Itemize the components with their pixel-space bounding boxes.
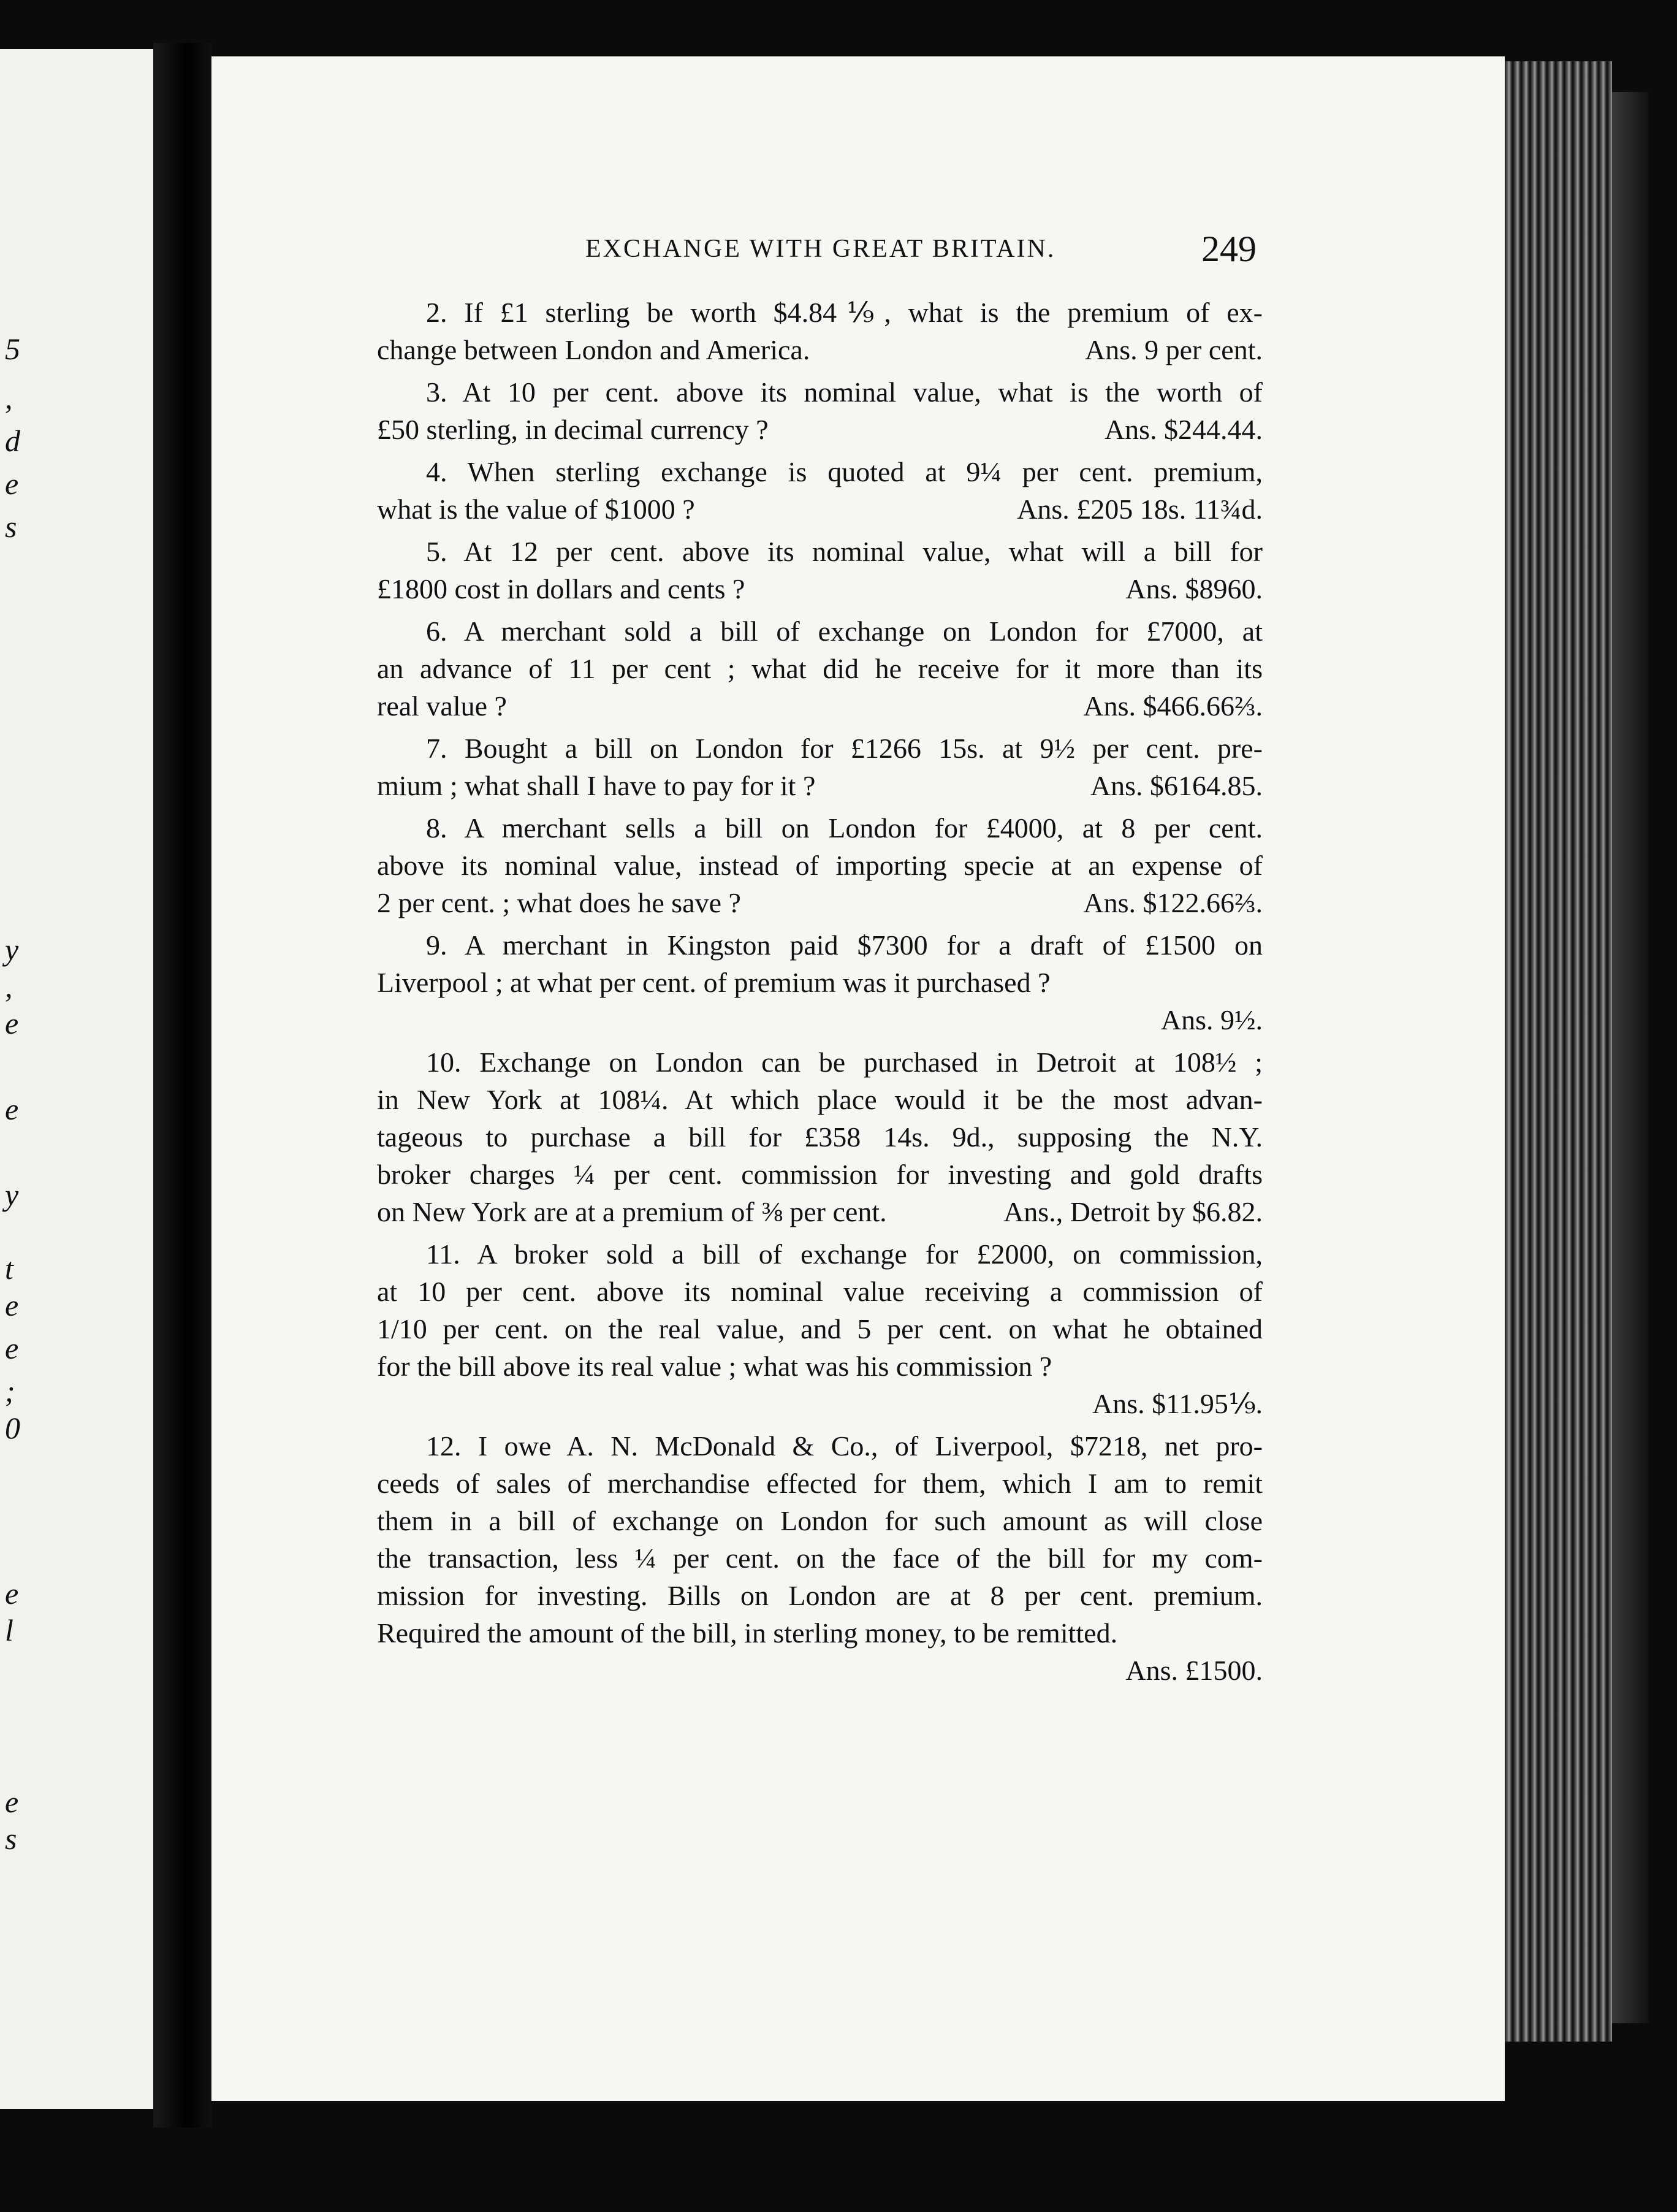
running-title: EXCHANGE WITH GREAT BRITAIN. bbox=[585, 235, 1056, 263]
problem-text: mium ; what shall I have to pay for it ? bbox=[377, 770, 816, 801]
problem-text: 11. A broker sold a bill of exchange for £2000, on commission, bbox=[426, 1238, 1263, 1270]
problem-text: 1/10 per cent. on the real value, and 5 per cent. on what he obtained bbox=[377, 1313, 1263, 1344]
problem-text: 10. Exchange on London can be purchased in Detroit at 108½ ; bbox=[426, 1047, 1263, 1078]
facing-page-glyph: 0 bbox=[5, 1411, 20, 1445]
answer: Ans. $6164.85. bbox=[1090, 770, 1263, 801]
answer: Ans. £205 18s. 11¾d. bbox=[1017, 494, 1263, 525]
problem-text: them in a bill of exchange on London for such amount as will close bbox=[377, 1505, 1263, 1536]
answer: Ans. £1500. bbox=[1125, 1655, 1263, 1686]
problem-text: 6. A merchant sold a bill of exchange on London for £7000, at bbox=[426, 616, 1263, 647]
answer: Ans. $466.66⅔. bbox=[1083, 690, 1263, 722]
problem-text: mission for investing. Bills on London are at 8 per cent. premium. bbox=[377, 1580, 1263, 1611]
facing-page-glyph: l bbox=[5, 1613, 13, 1647]
facing-page-glyph: s bbox=[5, 509, 17, 544]
answer: Ans. $244.44. bbox=[1104, 414, 1263, 445]
problem-text: change between London and America. bbox=[377, 334, 810, 365]
answer: Ans. $122.66⅔. bbox=[1083, 887, 1263, 918]
facing-page-glyph: s bbox=[5, 1821, 17, 1856]
problem-text: Liverpool ; at what per cent. of premium was it purchased ? bbox=[377, 967, 1051, 998]
facing-page-glyph: e bbox=[5, 1006, 19, 1040]
problem-text: Required the amount of the bill, in sterling money, to be remitted. bbox=[377, 1617, 1118, 1649]
facing-page-glyph: t bbox=[5, 1251, 13, 1286]
facing-page-glyph: y bbox=[5, 932, 19, 967]
problem-text: £50 sterling, in decimal currency ? bbox=[377, 414, 769, 445]
facing-page-glyph: e bbox=[5, 467, 19, 501]
problem-text: 2. If £1 sterling be worth $4.84⅑, what is the premium of ex- bbox=[426, 297, 1263, 328]
answer: Ans. 9½. bbox=[1160, 1004, 1263, 1035]
facing-page-fragment bbox=[0, 49, 153, 2109]
problem-text: broker charges ¼ per cent. commission for investing and gold drafts bbox=[377, 1159, 1263, 1190]
facing-page-glyph: , bbox=[5, 381, 13, 415]
problem-text: 7. Bought a bill on London for £1266 15s. at 9½ per cent. pre- bbox=[426, 733, 1263, 764]
problem-text: what is the value of $1000 ? bbox=[377, 494, 695, 525]
problem-text: 3. At 10 per cent. above its nominal value, what is the worth of bbox=[426, 376, 1263, 408]
problem-text: 5. At 12 per cent. above its nominal value, what will a bill for bbox=[426, 536, 1263, 567]
facing-page-glyph: d bbox=[5, 424, 20, 458]
book-cover-edge bbox=[1612, 92, 1649, 2023]
facing-page-glyph: , bbox=[5, 969, 13, 1004]
problem-text: the transaction, less ¼ per cent. on the face of the bill for my com- bbox=[377, 1543, 1263, 1574]
problem-text: real value ? bbox=[377, 690, 507, 722]
facing-page-glyph: ; bbox=[5, 1374, 15, 1408]
problem-text: for the bill above its real value ; what was his commission ? bbox=[377, 1351, 1052, 1382]
problem-text: ceeds of sales of merchandise effected for them, which I am to remit bbox=[377, 1468, 1263, 1499]
problem-text: an advance of 11 per cent ; what did he receive for it more than its bbox=[377, 653, 1263, 684]
problem-text: £1800 cost in dollars and cents ? bbox=[377, 573, 745, 604]
problem-text: 12. I owe A. N. McDonald & Co., of Liverpool, $7218, net pro- bbox=[426, 1430, 1263, 1462]
problem-text: 2 per cent. ; what does he save ? bbox=[377, 887, 741, 918]
problem-text: on New York are at a premium of ⅜ per cent. bbox=[377, 1196, 887, 1227]
answer: Ans. $11.95⅑. bbox=[1092, 1388, 1263, 1419]
problem-text: tageous to purchase a bill for £358 14s. 9d., supposing the N.Y. bbox=[377, 1121, 1263, 1153]
answer: Ans., Detroit by $6.82. bbox=[1003, 1196, 1263, 1227]
problem-text: 9. A merchant in Kingston paid $7300 for a draft of £1500 on bbox=[426, 929, 1263, 961]
problem-text: at 10 per cent. above its nominal value receiving a commission of bbox=[377, 1276, 1263, 1307]
facing-page-glyph: y bbox=[5, 1178, 19, 1212]
page-number: 249 bbox=[1201, 229, 1257, 269]
problem-text: 8. A merchant sells a bill on London for £4000, at 8 per cent. bbox=[426, 812, 1263, 844]
answer: Ans. 9 per cent. bbox=[1085, 334, 1263, 365]
problem-text: in New York at 108¼. At which place would it be the most advan- bbox=[377, 1084, 1263, 1115]
facing-page-glyph: 5 bbox=[5, 332, 20, 366]
problem-text: 4. When sterling exchange is quoted at 9¼ per cent. premium, bbox=[426, 456, 1263, 487]
facing-page-glyph: e bbox=[5, 1092, 19, 1126]
problem-text: above its nominal value, instead of importing specie at an expense of bbox=[377, 850, 1263, 881]
facing-page-glyph: e bbox=[5, 1785, 19, 1819]
facing-page-glyph: e bbox=[5, 1288, 19, 1322]
page-edges bbox=[1505, 61, 1612, 2042]
facing-page-glyph: e bbox=[5, 1331, 19, 1365]
book-gutter bbox=[153, 43, 211, 2127]
facing-page-glyph: e bbox=[5, 1576, 19, 1611]
answer: Ans. $8960. bbox=[1125, 573, 1263, 604]
